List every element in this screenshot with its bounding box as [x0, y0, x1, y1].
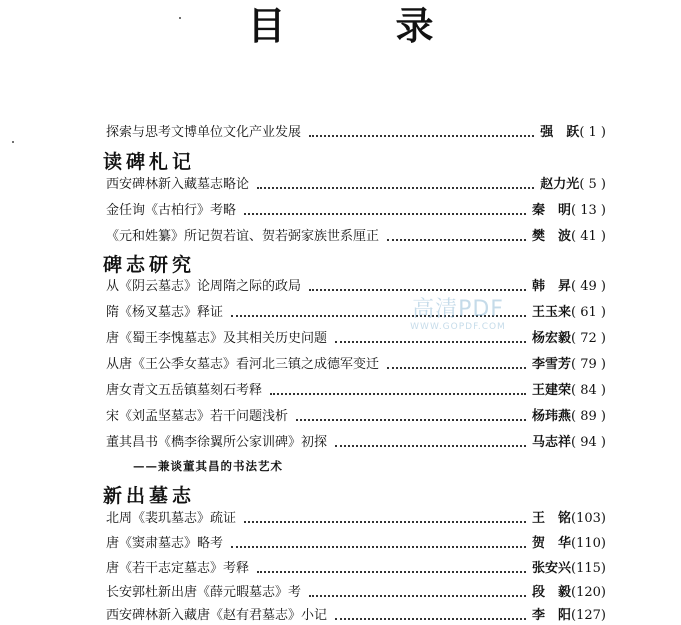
entry-title: 西安碑林新入藏墓志略论	[106, 177, 250, 192]
entry-title: 从唐《王公季女墓志》看河北三镇之成德军变迁	[106, 357, 380, 372]
leader-dots	[335, 445, 526, 447]
entry-page-number: (120)	[571, 585, 606, 600]
page-title: 目 录	[247, 3, 470, 48]
toc-entry[interactable]	[106, 382, 606, 400]
entry-page-number: (127)	[571, 608, 606, 623]
leader-dots	[387, 367, 526, 369]
toc-entry[interactable]	[106, 124, 606, 142]
toc-entry[interactable]	[106, 330, 606, 348]
entry-title: 唐《窦肃墓志》略考	[106, 536, 224, 551]
entry-title: 隋《杨叉墓志》释证	[106, 305, 224, 320]
leader-dots	[257, 571, 526, 573]
leader-dots	[231, 315, 526, 317]
toc-entry[interactable]	[106, 304, 606, 322]
leader-dots	[309, 289, 526, 291]
section-heading: 新出墓志	[103, 485, 196, 507]
toc-entry[interactable]	[106, 228, 606, 246]
entry-author: 王建荣	[532, 383, 572, 398]
watermark-text: 高清PDF	[412, 297, 504, 322]
entry-author: 樊 波	[532, 229, 572, 244]
entry-page-number: (110)	[571, 536, 606, 551]
entry-author: 赵力光	[540, 177, 580, 192]
entry-title: 从《阴云墓志》论周隋之际的政局	[106, 279, 302, 294]
leader-dots	[244, 213, 526, 215]
entry-author: 韩 昇	[532, 279, 572, 294]
leader-dots	[335, 618, 526, 620]
entry-author: 秦 明	[532, 203, 572, 218]
entry-author: 马志祥	[532, 435, 572, 450]
toc-entry[interactable]	[106, 356, 606, 374]
entry-author: 杨宏毅	[532, 331, 572, 346]
entry-page-number: ( 89 )	[571, 409, 606, 424]
entry-page-number: (115)	[571, 561, 606, 576]
leader-dots	[257, 187, 534, 189]
entry-page-number: ( 13 )	[571, 203, 606, 218]
leader-dots	[296, 419, 526, 421]
watermark-url: WWW.GOPDF.COM	[410, 322, 506, 332]
leader-dots	[244, 521, 526, 523]
entry-page-number: ( 94 )	[571, 435, 606, 450]
toc-entry[interactable]	[106, 434, 606, 452]
entry-title: 西安碑林新入藏唐《赵有君墓志》小记	[106, 608, 328, 623]
scan-speck	[179, 17, 181, 19]
entry-page-number: (103)	[571, 511, 606, 526]
leader-dots	[309, 595, 526, 597]
entry-title: 金任询《古柏行》考略	[106, 203, 237, 218]
leader-dots	[270, 393, 526, 395]
entry-page-number: ( 41 )	[571, 229, 606, 244]
section-heading: 读碑札记	[103, 151, 196, 173]
toc-entry[interactable]	[106, 535, 606, 553]
leader-dots	[309, 135, 534, 137]
entry-page-number: ( 1 )	[579, 125, 606, 140]
toc-entry[interactable]	[106, 607, 606, 625]
entry-title: 《元和姓纂》所记贺若谊、贺若弼家族世系厘正	[106, 229, 380, 244]
entry-author: 张安兴	[532, 561, 572, 576]
leader-dots	[335, 341, 526, 343]
scan-speck	[12, 141, 14, 143]
entry-author: 强 跃	[540, 125, 580, 140]
entry-title: 唐《蜀王李愧墓志》及其相关历史问题	[106, 331, 328, 346]
entry-author: 段 毅	[532, 585, 572, 600]
entry-title: 董其昌书《檇李徐翼所公家训碑》初探	[106, 435, 328, 450]
toc-entry[interactable]	[106, 510, 606, 528]
entry-author: 杨玮燕	[532, 409, 572, 424]
leader-dots	[231, 546, 526, 548]
entry-author: 李 阳	[532, 608, 572, 623]
entry-page-number: ( 79 )	[571, 357, 606, 372]
entry-page-number: ( 84 )	[571, 383, 606, 398]
entry-title: 唐女青文五岳镇墓刻石考释	[106, 383, 263, 398]
entry-page-number: ( 49 )	[571, 279, 606, 294]
entry-title: 宋《刘孟坚墓志》若干问题浅析	[106, 409, 289, 424]
toc-entry[interactable]	[106, 176, 606, 194]
entry-title: 长安郭杜新出唐《薛元暇墓志》考	[106, 585, 302, 600]
toc-entry[interactable]	[106, 560, 606, 578]
leader-dots	[387, 239, 526, 241]
entry-author: 贺 华	[532, 536, 572, 551]
entry-title: 唐《若干志定墓志》考释	[106, 561, 250, 576]
entry-page-number: ( 61 )	[571, 305, 606, 320]
section-heading: 碑志研究	[103, 254, 196, 276]
entry-page-number: ( 5 )	[579, 177, 606, 192]
toc-entry[interactable]	[106, 278, 606, 296]
entry-title: 探索与思考文博单位文化产业发展	[106, 125, 302, 140]
entry-author: 王玉来	[532, 305, 572, 320]
entry-title: 北周《裴玑墓志》疏证	[106, 511, 237, 526]
entry-author: 王 铭	[532, 511, 572, 526]
entry-author: 李雪芳	[532, 357, 572, 372]
entry-page-number: ( 72 )	[571, 331, 606, 346]
entry-subtitle: ——兼谈董其昌的书法艺术	[133, 459, 283, 473]
toc-entry[interactable]	[106, 202, 606, 220]
toc-entry[interactable]	[106, 408, 606, 426]
toc-entry[interactable]	[106, 584, 606, 602]
